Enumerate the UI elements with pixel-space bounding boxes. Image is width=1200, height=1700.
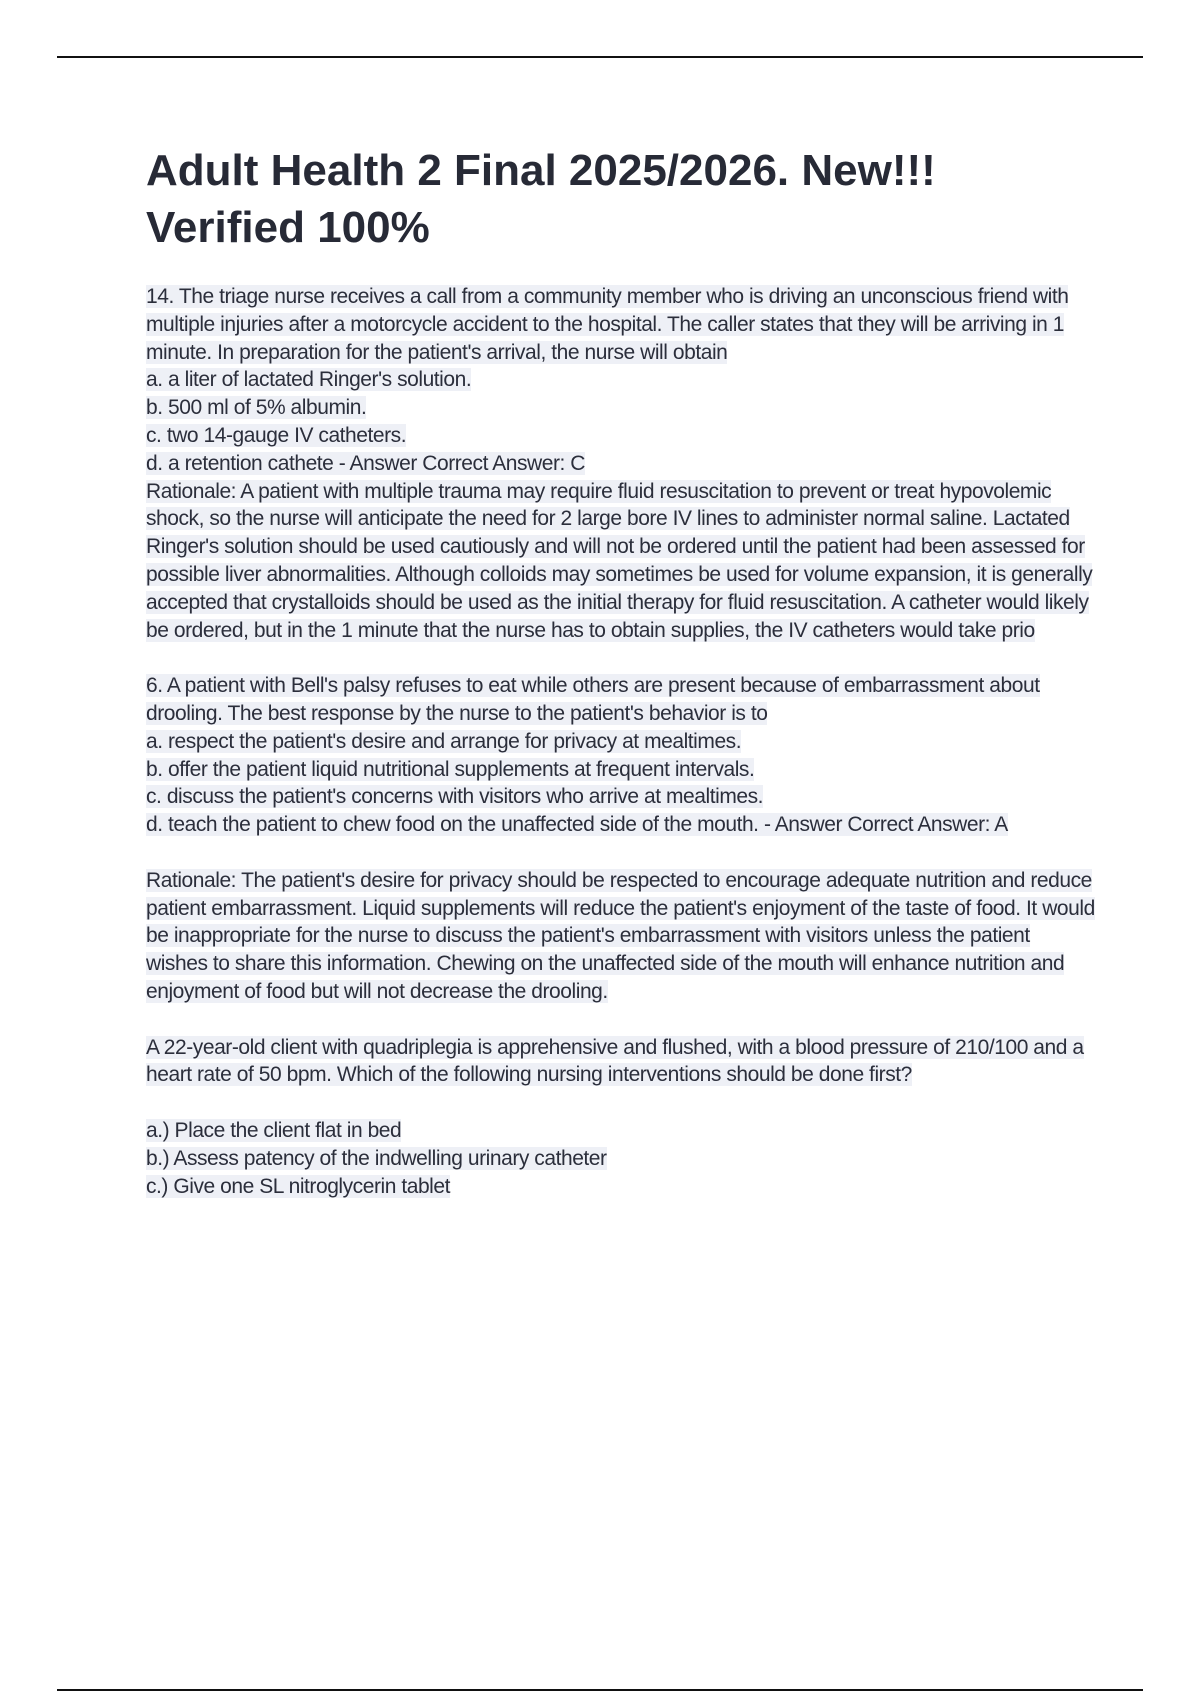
option-d-answer: d. a retention cathete - Answer Correct Answer: C: [146, 451, 585, 475]
title-line-1: Adult Health 2 Final 2025/2026. New!!!: [146, 146, 936, 195]
rationale: Rationale: A patient with multiple trauma may require fluid resuscitation to prevent or treat hypovolemic shock, so the nurse will anticipate the need for 2 large bore IV lines to administer normal saline. Lactated Ringer's solution should be used cautiously and will not be ordered until the patient had been assessed for possible liver abnormalities. Although colloids may sometimes be used for volume expansion, it is generally accepted that crystalloids should be used as the initial therapy for fluid resuscitation. A catheter would likely be ordered, but in the 1 minute that the nurse has to obtain supplies, the IV catheters would take prio: [146, 479, 1093, 642]
option-c: c.) Give one SL nitroglycerin tablet: [146, 1174, 451, 1198]
option-d-answer: d. teach the patient to chew food on the unaffected side of the mouth. - Answer Correct Answer: A: [146, 813, 1008, 837]
question-quadriplegia: [146, 1034, 1096, 1201]
question-stem: A 22-year-old client with quadriplegia is apprehensive and flushed, with a blood pressure of 210/100 and a heart rate of 50 bpm. Which of the following nursing interventions should be done first?: [146, 1035, 1084, 1087]
rationale: Rationale: The patient's desire for privacy should be respected to encourage adequate nutrition and reduce patient embarrassment. Liquid supplements will reduce the patient's enjoyment of the taste of food. It would be inappropriate for the nurse to discuss the patient's embarrassment with visitors unless the patient wishes to share this information. Chewing on the unaffected side of the mouth will enhance nutrition and enjoyment of food but will not decrease the drooling.: [146, 868, 1095, 1003]
question-6: [146, 672, 1096, 1006]
bottom-rule: [57, 1689, 1143, 1691]
question-14: [146, 283, 1096, 644]
option-c: c. discuss the patient's concerns with visitors who arrive at mealtimes.: [146, 785, 764, 809]
option-b: b.) Assess patency of the indwelling urinary catheter: [146, 1146, 607, 1170]
option-b: b. 500 ml of 5% albumin.: [146, 396, 367, 420]
question-stem: 6. A patient with Bell's palsy refuses to eat while others are present because of embarrassment about drooling. The best response by the nurse to the patient's behavior is to: [146, 674, 1040, 725]
option-c: c. two 14-gauge IV catheters.: [146, 423, 407, 447]
question-stem: 14. The triage nurse receives a call from a community member who is driving an unconscious friend with multiple injuries after a motorcycle accident to the hospital. The caller states that they will be arriving in 1 minute. In preparation for the patient's arrival, the nurse will obtain: [146, 285, 1069, 364]
document-body: [146, 283, 1096, 1200]
option-a: a. a liter of lactated Ringer's solution.: [146, 368, 472, 392]
option-a: a. respect the patient's desire and arrange for privacy at mealtimes.: [146, 729, 742, 753]
top-rule: [57, 56, 1143, 58]
title-line-2: Verified 100%: [146, 203, 430, 252]
document-title: [146, 142, 1106, 256]
option-a: a.) Place the client flat in bed: [146, 1118, 402, 1142]
option-b: b. offer the patient liquid nutritional supplements at frequent intervals.: [146, 757, 755, 781]
